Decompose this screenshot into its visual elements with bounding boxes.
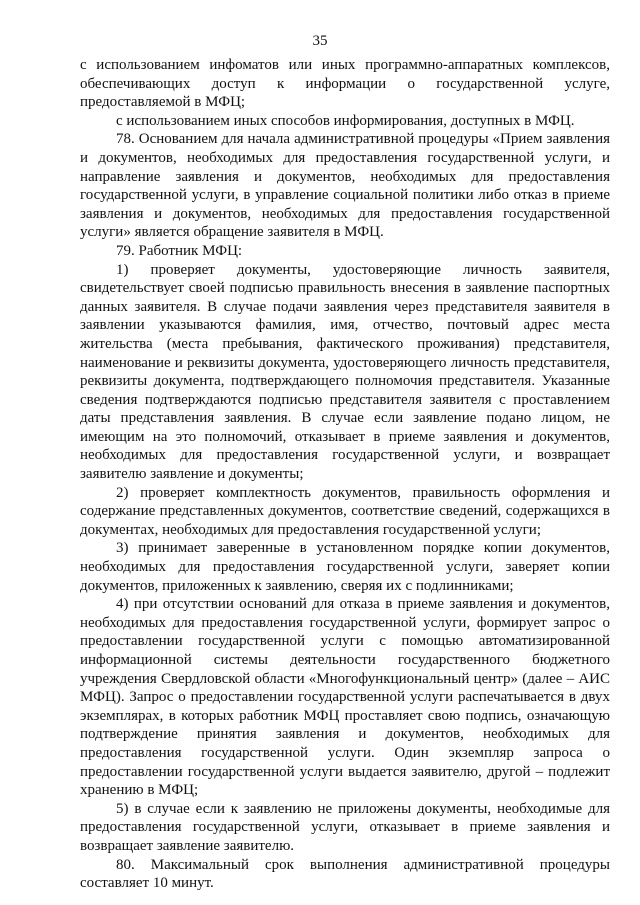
paragraph-infomats: с использованием инфоматов или иных программно-аппаратных комплексов, обеспечивающих доступ к информации о государственной услуге, предоставляемой в МФЦ; (80, 57, 610, 111)
paragraph-79-item-3: 3) принимает заверенные в установленном порядке копии документов, необходимых для предоставления государственной услуги, заверяет копии документов, приложенных к заявлению, сверяя их с подлинниками; (80, 540, 610, 594)
paragraph-80: 80. Максимальный срок выполнения административной процедуры составляет 10 минут. (80, 856, 610, 892)
paragraph-79-item-1: 1) проверяет документы, удостоверяющие личность заявителя, свидетельствует своей подписью правильность внесения в заявление паспортных данных заявителя. В случае подачи заявления через представителя заявителя в заявлении указываются фамилия, имя, отчество, почтовый адрес места жительства (места пребывания, фактического проживания) представителя, наименование и реквизиты документа, удостоверяющего личность представителя, реквизиты документа, подтверждающего полномочия представителя. Указанные сведения подтверждаются подписью представителя заявителя с проставлением даты представления заявления. В случае если заявление подано лицом, не имеющим на это полномочий, отказывает в приеме заявления и документов, необходимых для предоставления государственной услуги, и возвращает заявителю заявление и документы; (80, 261, 610, 483)
document-body (80, 56, 610, 893)
page-number: 35 (312, 33, 328, 49)
paragraph-79-item-5: 5) в случае если к заявлению не приложены документы, необходимые для предоставления государственной услуги, отказывает в приеме заявления и возвращает заявление заявителю. (80, 800, 610, 854)
paragraph-other-methods: с использованием иных способов информирования, доступных в МФЦ. (116, 112, 575, 129)
paragraph-79-heading: 79. Работник МФЦ: (116, 242, 243, 259)
paragraph-79-item-4: 4) при отсутствии оснований для отказа в приеме заявления и документов, необходимых для предоставления государственной услуги, формирует запрос о предоставлении государственной услуги с помощью автоматизированной информационной системы деятельности государственного бюджетного учреждения Свердловской области «Многофункциональный центр» (далее – АИС МФЦ). Запрос о предоставлении государственной услуги распечатывается в двух экземплярах, в которых работник МФЦ проставляет свою подпись, означающую подтверждение принятия заявления и документов, необходимых для предоставления государственной услуги. Один экземпляр запроса о предоставлении государственной услуги выдается заявителю, другой – подлежит хранению в МФЦ; (80, 596, 610, 799)
paragraph-78: 78. Основанием для начала административной процедуры «Прием заявления и документов, необходимых для предоставления государственной услуги, и направление заявления и документов, необходимых для предоставления государственной услуги, в управление социальной политики либо отказ в приеме заявления и документов, необходимых для предоставления государственной услуги» является обращение заявителя в МФЦ. (80, 131, 610, 241)
paragraph-79-item-2: 2) проверяет комплектность документов, правильность оформления и содержание представленных документов, соответствие сведений, содержащихся в документах, необходимых для предоставления государственной услуги; (80, 484, 610, 538)
